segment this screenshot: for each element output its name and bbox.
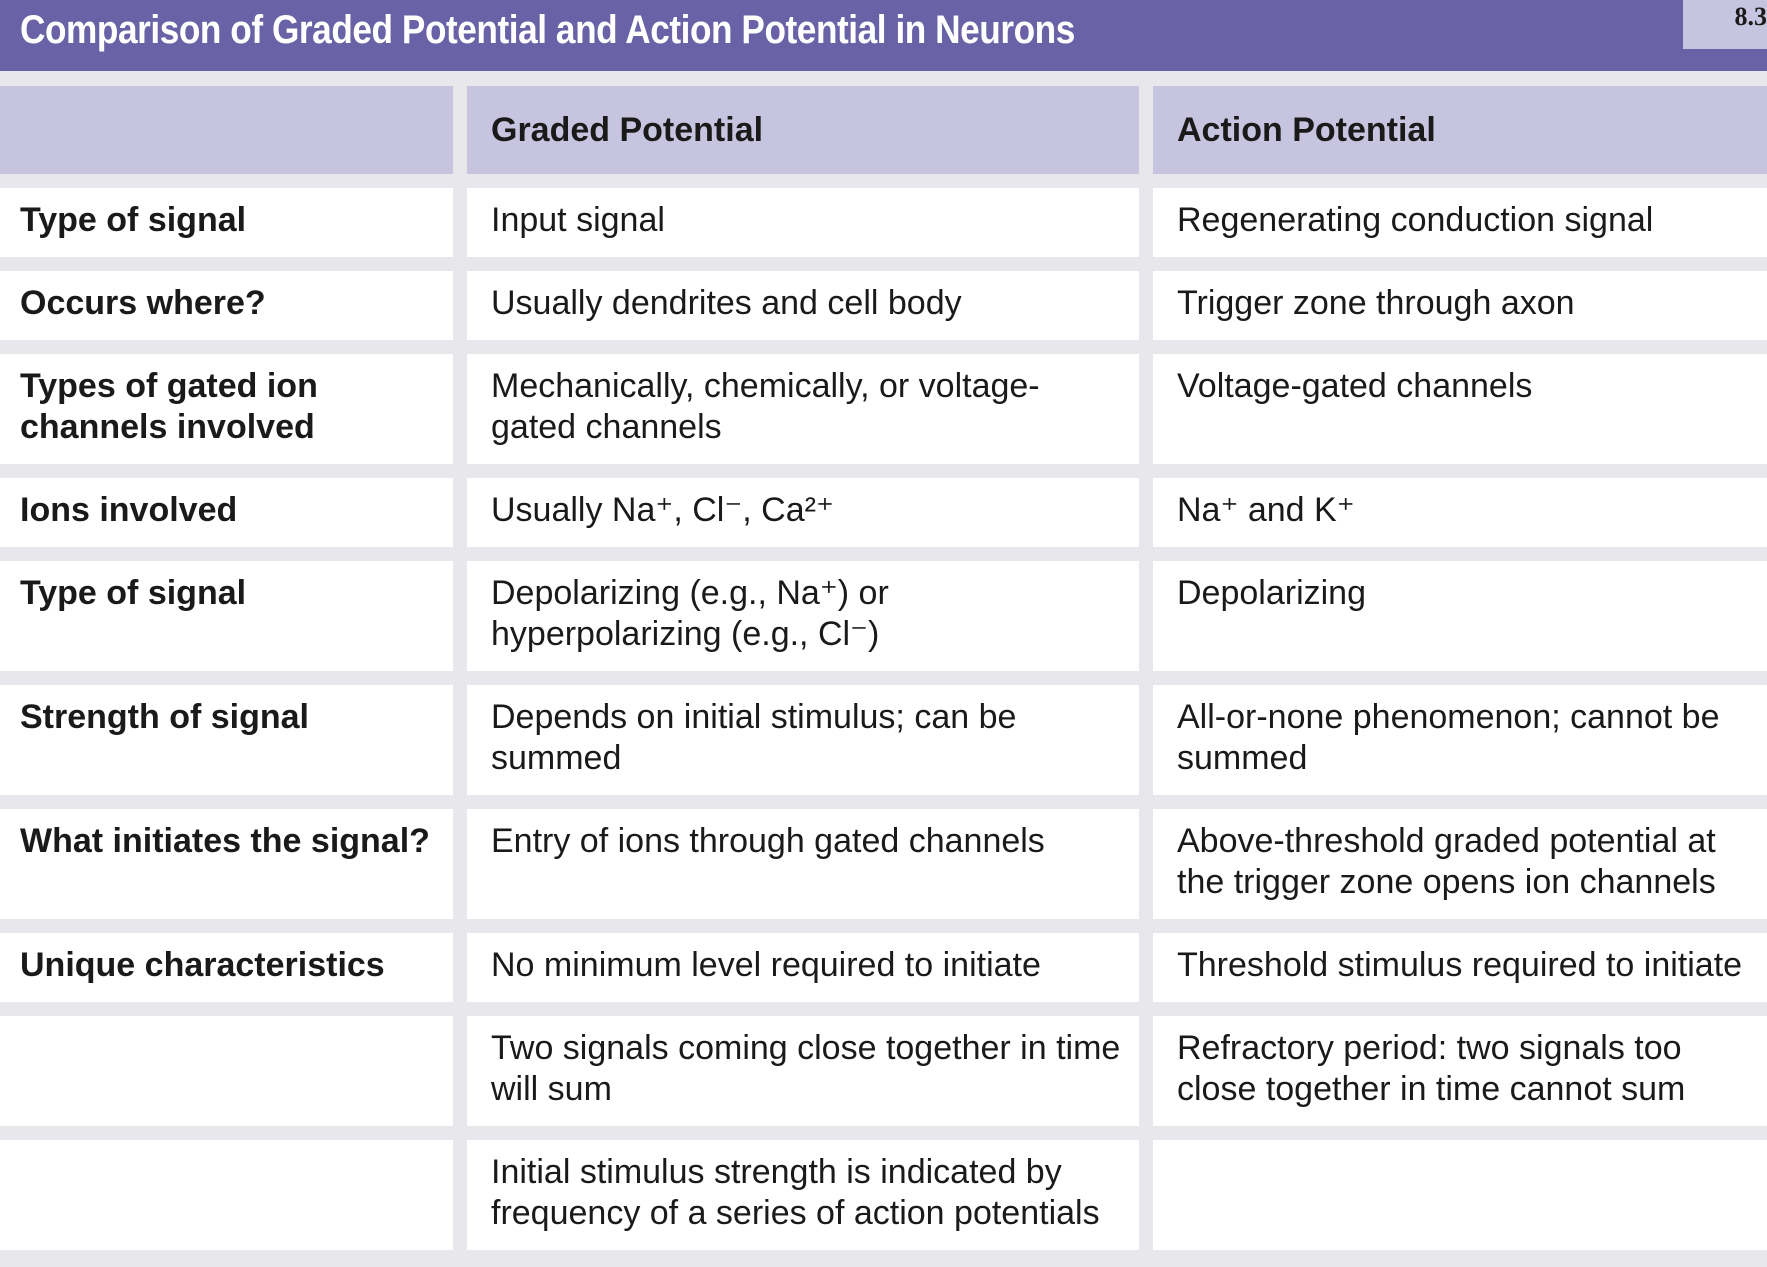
row-label [0, 1016, 453, 1126]
table-number-tab [1683, 0, 1767, 49]
row-label: Occurs where? [0, 271, 453, 340]
graded-cell: No minimum level required to initiate [467, 933, 1139, 1002]
table-row [0, 933, 1767, 1002]
action-cell: All-or-none phenomenon; cannot be summed [1153, 685, 1767, 795]
table-row [0, 354, 1767, 464]
table-number: 8.3 [1734, 2, 1767, 31]
title-bar [0, 0, 1767, 71]
row-label: Type of signal [0, 188, 453, 257]
graded-cell: Usually Na⁺, Cl⁻, Ca²⁺ [467, 478, 1139, 547]
table-row [0, 271, 1767, 340]
table-row [0, 809, 1767, 919]
graded-cell: Two signals coming close together in time will sum [467, 1016, 1139, 1126]
table-title: Comparison of Graded Potential and Action Potential in Neurons [20, 8, 1075, 52]
header-cell-empty [0, 86, 453, 174]
header-cell-action: Action Potential [1153, 86, 1767, 174]
graded-cell: Entry of ions through gated channels [467, 809, 1139, 919]
graded-cell: Depolarizing (e.g., Na⁺) or hyperpolarizing (e.g., Cl⁻) [467, 561, 1139, 671]
graded-cell: Mechanically, chemically, or voltage-gated channels [467, 354, 1139, 464]
action-cell: Voltage-gated channels [1153, 354, 1767, 464]
table-row [0, 188, 1767, 257]
header-cell-graded: Graded Potential [467, 86, 1139, 174]
action-cell: Depolarizing [1153, 561, 1767, 671]
graded-cell: Depends on initial stimulus; can be summed [467, 685, 1139, 795]
action-cell: Threshold stimulus required to initiate [1153, 933, 1767, 1002]
row-label: What initiates the signal? [0, 809, 453, 919]
graded-cell: Initial stimulus strength is indicated by frequency of a series of action potentials [467, 1140, 1139, 1250]
action-cell: Regenerating conduction signal [1153, 188, 1767, 257]
row-label [0, 1140, 453, 1250]
row-label: Type of signal [0, 561, 453, 671]
action-cell: Refractory period: two signals too close together in time cannot sum [1153, 1016, 1767, 1126]
table-row [0, 1016, 1767, 1126]
comparison-table [0, 86, 1767, 1264]
row-label: Strength of signal [0, 685, 453, 795]
row-label: Types of gated ion channels involved [0, 354, 453, 464]
graded-cell: Usually dendrites and cell body [467, 271, 1139, 340]
graded-cell: Input signal [467, 188, 1139, 257]
table-row [0, 478, 1767, 547]
action-cell: Above-threshold graded potential at the trigger zone opens ion channels [1153, 809, 1767, 919]
action-cell: Na⁺ and K⁺ [1153, 478, 1767, 547]
table-row [0, 561, 1767, 671]
action-cell: Trigger zone through axon [1153, 271, 1767, 340]
row-label: Unique characteristics [0, 933, 453, 1002]
table-row [0, 685, 1767, 795]
action-cell [1153, 1140, 1767, 1250]
row-label: Ions involved [0, 478, 453, 547]
table-row [0, 1140, 1767, 1250]
header-row [0, 86, 1767, 174]
